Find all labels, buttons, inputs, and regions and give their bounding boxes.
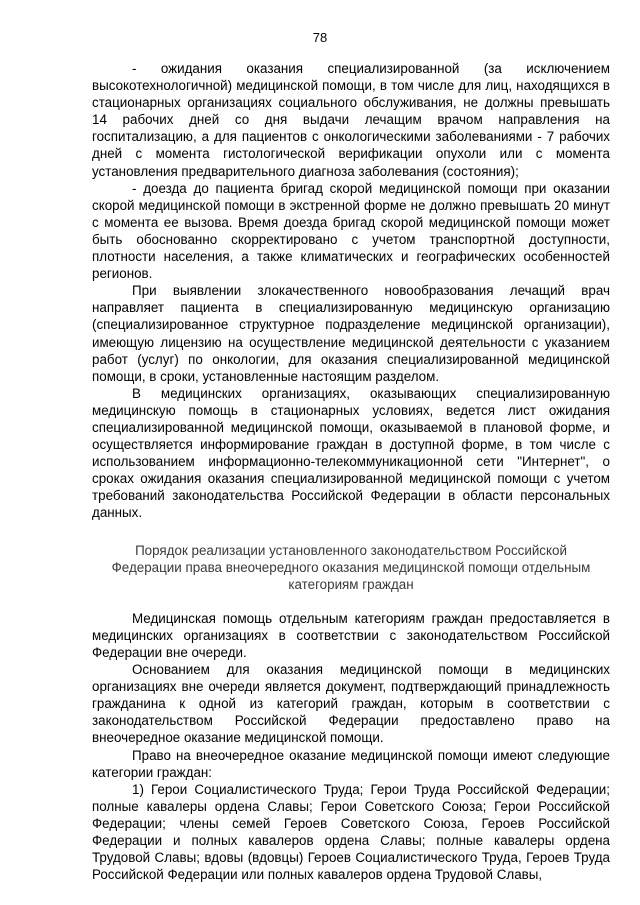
paragraph-priority-care: Медицинская помощь отдельным категориям граждан предоставляется в медицинских организациях в соответствии с законодательством Российской Федерации вне очереди. bbox=[92, 610, 610, 660]
paragraph-waiting-specialized-care: - ожидания оказания специализированной (за исключением высокотехнологичной) медицинской помощи, в том числе для лиц, находящихся в стационарных организациях социального обслуживания, не должны превышать 14 рабочих дней со дня выдачи лечащим врачом направления на госпитализацию, а для пациентов с онкологическими заболеваниями - 7 рабочих дней с момента гистологической верификации опухоли или с момента установления предварительного диагноза заболевания (состояния); bbox=[92, 61, 610, 179]
section-heading: Порядок реализации установленного законодательством Российской Федерации права внеочередного оказания медицинской помощи отдельным категориям граждан bbox=[111, 542, 591, 592]
page-number: 78 bbox=[312, 30, 328, 45]
paragraph-ambulance-arrival: - доезда до пациента бригад скорой медицинской помощи при оказании скорой медицинской помощи в экстренной форме не должно превышать 20 минут с момента ее вызова. Время доезда бригад скорой медицинской помощи может быть обоснованно скорректировано с учетом транспортной доступности, плотности населения, а также климатических и географических особенностей регионов. bbox=[92, 180, 610, 282]
document-body bbox=[92, 60, 610, 883]
paragraph-categories-intro: Право на внеочередное оказание медицинской помощи имеют следующие категории граждан: bbox=[92, 747, 610, 780]
paragraph-waiting-list: В медицинских организациях, оказывающих специализированную медицинскую помощь в стационарных условиях, ведется лист ожидания специализированной медицинской помощи, оказываемой в плановой форме, и осуществляется информирование граждан в доступной форме, в том числе с использованием информационно-телекоммуникационной сети "Интернет", о сроках ожидания оказания специализированной медицинской помощи с учетом требований законодательства Российской Федерации в области персональных данных. bbox=[92, 385, 610, 521]
paragraph-basis-document: Основанием для оказания медицинской помощи в медицинских организациях вне очереди является документ, подтверждающий принадлежность гражданина к одной из категорий граждан, которым в соответствии с законодательством Российской Федерации предоставлено право на внеочередное оказание медицинской помощи. bbox=[92, 662, 610, 746]
list-item-category-1: 1) Герои Социалистического Труда; Герои Труда Российской Федерации; полные кавалеры ордена Славы; Герои Советского Союза; Герои Российской Федерации; члены семей Героев Советского Союза, Героев Российской Федерации и полных кавалеров ордена Славы; полные кавалеры ордена Трудовой Славы; вдовы (вдовцы) Героев Социалистического Труда, Героев Труда Российской Федерации или полных кавалеров ордена Трудовой Славы, bbox=[92, 781, 610, 883]
paragraph-oncology-referral: При выявлении злокачественного новообразования лечащий врач направляет пациента в специализированную медицинскую организацию (специализированное структурное подразделение медицинской организации), имеющую лицензию на осуществление медицинской деятельности с указанием работ (услуг) по онкологии, для оказания специализированной медицинской помощи, в сроки, установленные настоящим разделом. bbox=[92, 283, 610, 384]
